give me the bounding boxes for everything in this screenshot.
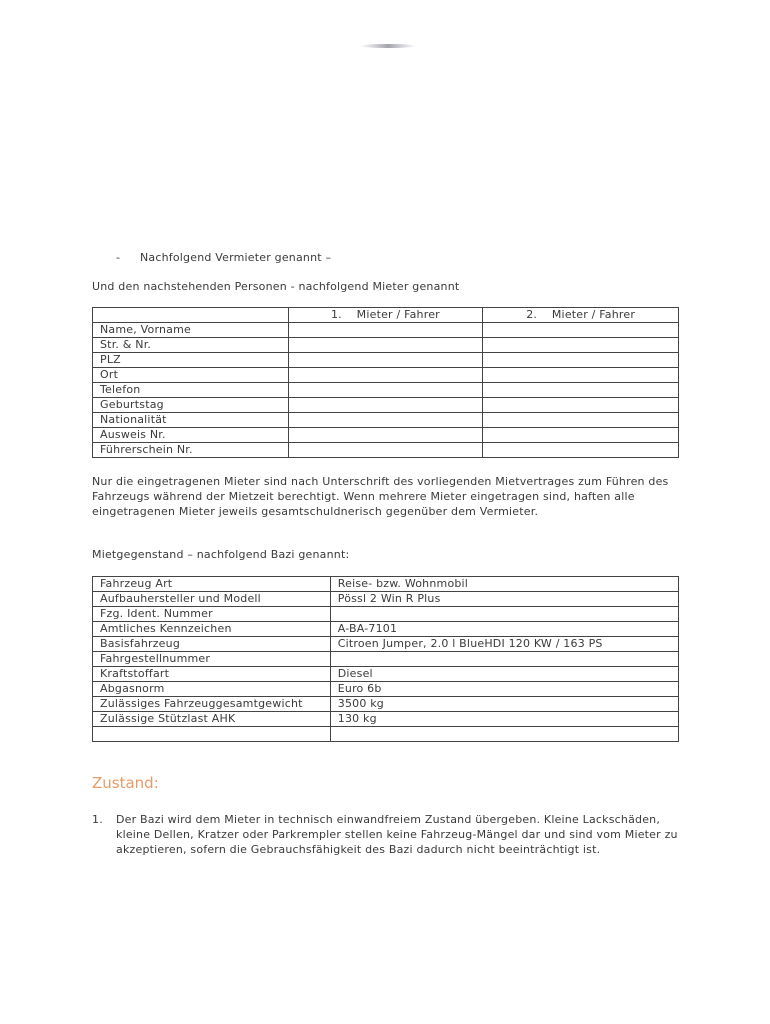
table-row — [93, 413, 679, 428]
row-label: Name, Vorname — [93, 323, 289, 338]
vehicle-value: Reise- bzw. Wohnmobil — [330, 577, 678, 592]
table-row — [93, 622, 679, 637]
vehicle-value: Pössl 2 Win R Plus — [330, 592, 678, 607]
renter-2-cell[interactable] — [483, 398, 679, 413]
table-row — [93, 323, 679, 338]
vehicle-label: Amtliches Kennzeichen — [93, 622, 331, 637]
renter-2-cell[interactable] — [483, 338, 679, 353]
table-row — [93, 383, 679, 398]
table-row — [93, 682, 679, 697]
renter-1-cell[interactable] — [288, 338, 483, 353]
renters-intro: Und den nachstehenden Personen - nachfolgend Mieter genannt — [92, 280, 460, 293]
renter-1-cell[interactable] — [288, 443, 483, 458]
table-row — [93, 727, 679, 742]
logo-mark — [360, 44, 416, 48]
renter-2-cell[interactable] — [483, 353, 679, 368]
vehicle-label[interactable] — [93, 727, 331, 742]
object-intro: Mietgegenstand – nachfolgend Bazi genannt: — [92, 548, 350, 561]
list-number: 1. — [92, 813, 103, 826]
vehicle-value: Diesel — [330, 667, 678, 682]
vehicle-value[interactable] — [330, 652, 678, 667]
renter-2-cell[interactable] — [483, 443, 679, 458]
row-label: Ausweis Nr. — [93, 428, 289, 443]
table-header-renter-1: 1. Mieter / Fahrer — [288, 308, 483, 323]
table-row — [93, 443, 679, 458]
renter-1-cell[interactable] — [288, 398, 483, 413]
table-header-cell — [93, 308, 289, 323]
renter-1-cell[interactable] — [288, 428, 483, 443]
table-row — [93, 607, 679, 622]
renter-1-cell[interactable] — [288, 383, 483, 398]
vehicle-value[interactable] — [330, 727, 678, 742]
table-row — [93, 398, 679, 413]
table-row — [93, 577, 679, 592]
row-label: Geburtstag — [93, 398, 289, 413]
vehicle-label: Zulässiges Fahrzeuggesamtgewicht — [93, 697, 331, 712]
table-row — [93, 338, 679, 353]
table-row — [93, 308, 679, 323]
table-row — [93, 592, 679, 607]
vehicle-value: Euro 6b — [330, 682, 678, 697]
vehicle-value[interactable] — [330, 607, 678, 622]
vehicle-value: 130 kg — [330, 712, 678, 727]
list-item — [92, 812, 682, 857]
row-label: Telefon — [93, 383, 289, 398]
renter-2-cell[interactable] — [483, 428, 679, 443]
vehicle-value: Citroen Jumper, 2.0 l BlueHDI 120 KW / 163 PS — [330, 637, 678, 652]
vehicle-label: Abgasnorm — [93, 682, 331, 697]
row-label: Str. & Nr. — [93, 338, 289, 353]
dash-bullet: - — [116, 251, 121, 264]
renter-2-cell[interactable] — [483, 413, 679, 428]
renter-1-cell[interactable] — [288, 368, 483, 383]
table-row — [93, 428, 679, 443]
vehicle-label: Aufbauhersteller und Modell — [93, 592, 331, 607]
vehicle-label: Fzg. Ident. Nummer — [93, 607, 331, 622]
landlord-label: Nachfolgend Vermieter genannt – — [140, 251, 332, 264]
renter-1-cell[interactable] — [288, 323, 483, 338]
list-item-text: Der Bazi wird dem Mieter in technisch einwandfreiem Zustand übergeben. Kleine Lackschäden, kleine Dellen, Kratzer oder Parkrempler stellen keine Fahrzeug-Mängel dar und sind vom Mieter zu akzeptieren, sofern die Gebrauchsfähigkeit des Bazi dadurch nicht beeinträchtigt ist. — [116, 813, 678, 856]
renter-note: Nur die eingetragenen Mieter sind nach Unterschrift des vorliegenden Mietvertrages zum Führen des Fahrzeugs während der Mietzeit berechtigt. Wenn mehrere Mieter eingetragen sind, haften alle eingetragenen Mieter jeweils gesamtschuldnerisch gegenüber dem Vermieter. — [92, 475, 669, 518]
vehicle-value: 3500 kg — [330, 697, 678, 712]
renter-table — [92, 307, 679, 458]
vehicle-table — [92, 576, 679, 742]
vehicle-label: Fahrgestellnummer — [93, 652, 331, 667]
renter-2-cell[interactable] — [483, 323, 679, 338]
section-heading-condition: Zustand: — [92, 774, 159, 792]
table-row — [93, 368, 679, 383]
table-header-renter-2: 2. Mieter / Fahrer — [483, 308, 679, 323]
table-row — [93, 667, 679, 682]
vehicle-label: Kraftstoffart — [93, 667, 331, 682]
vehicle-label: Basisfahrzeug — [93, 637, 331, 652]
landlord-dash-item — [116, 250, 331, 265]
renter-1-cell[interactable] — [288, 413, 483, 428]
vehicle-value: A-BA-7101 — [330, 622, 678, 637]
renter-2-cell[interactable] — [483, 383, 679, 398]
renter-2-cell[interactable] — [483, 368, 679, 383]
vehicle-label: Fahrzeug Art — [93, 577, 331, 592]
renter-1-cell[interactable] — [288, 353, 483, 368]
table-row — [93, 652, 679, 667]
row-label: Führerschein Nr. — [93, 443, 289, 458]
table-row — [93, 697, 679, 712]
table-row — [93, 637, 679, 652]
table-row — [93, 712, 679, 727]
vehicle-label: Zulässige Stützlast AHK — [93, 712, 331, 727]
row-label: PLZ — [93, 353, 289, 368]
row-label: Ort — [93, 368, 289, 383]
row-label: Nationalität — [93, 413, 289, 428]
table-row — [93, 353, 679, 368]
